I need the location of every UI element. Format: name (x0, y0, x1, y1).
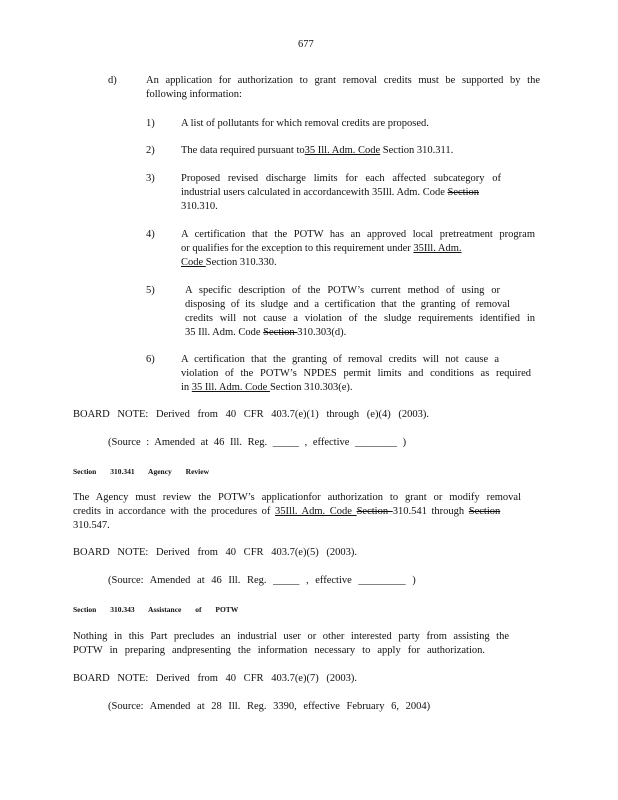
item-4-line1: A certification that the POTW has an approved local pretreatment program (181, 229, 535, 240)
item-5-line2: disposing of its sludge and a certification that the granting of removal (185, 299, 510, 310)
section-310-343-line2: POTW in preparing andpresenting the information necessary to apply for authorization. (73, 645, 485, 656)
item-3-line2-strike: Section (447, 187, 480, 198)
item-d-label: d) (108, 75, 117, 86)
board-note-2: BOARD NOTE: Derived from 40 CFR 403.7(e)(5) (2003). (73, 547, 357, 558)
item-4-line2-underline: 35Ill. Adm. (413, 243, 462, 254)
item-2-text-a: The data required pursuant to (181, 145, 305, 156)
page-number: 677 (298, 39, 314, 50)
item-3-num: 3) (146, 173, 155, 184)
item-5-line4-strike: Section (263, 327, 298, 338)
section-310-341-line2-text: credits in accordance with the procedures of (73, 506, 276, 517)
board-note-3: BOARD NOTE: Derived from 40 CFR 403.7(e)(7) (2003). (73, 673, 357, 684)
section-310-341-line3: 310.547. (73, 520, 110, 531)
item-2-num: 2) (146, 145, 155, 156)
item-6-line3-text: in (181, 382, 192, 393)
item-4-line3-underline: Code (181, 257, 206, 268)
source-2: (Source: Amended at 46 Ill. Reg. _____ , effective _________ ) (108, 575, 416, 586)
item-2-text (181, 144, 453, 157)
item-6-num: 6) (146, 354, 155, 365)
item-5-line1: A specific description of the POTW’s current method of using or (185, 285, 500, 296)
item-4-num: 4) (146, 229, 155, 240)
section-310-343-line1: Nothing in this Part precludes an industrial user or other interested party from assisting the (73, 631, 509, 642)
section-310-341-line2-strike-b: Section (468, 506, 501, 517)
item-5-num: 5) (146, 285, 155, 296)
section-310-341-line2 (73, 505, 500, 518)
item-6-line1: A certification that the granting of removal credits will not cause a (181, 354, 499, 365)
item-4-line2-text: or qualifies for the exception to this requirement under (181, 243, 414, 254)
section-310-343-heading: Section 310.343 Assistance of POTW (73, 605, 239, 614)
board-note-1: BOARD NOTE: Derived from 40 CFR 403.7(e)(1) through (e)(4) (2003). (73, 409, 429, 420)
item-3-line2-text: industrial users calculated in accordancewith 35Ill. Adm. Code (181, 187, 448, 198)
section-310-341-line2-text-b: 310.541 through (392, 506, 469, 517)
item-3-line1: Proposed revised discharge limits for each affected subcategory of (181, 173, 501, 184)
source-3: (Source: Amended at 28 Ill. Reg. 3390, effective February 6, 2004) (108, 701, 431, 712)
item-3-line3: 310.310. (181, 201, 218, 212)
item-3-line2 (181, 186, 479, 199)
item-6-line3-underline: 35 Ill. Adm. Code (191, 382, 270, 393)
item-2-text-b: Section 310.311. (380, 145, 454, 156)
section-310-341-line1: The Agency must review the POTW’s applicationfor authorization to grant or modify removal (73, 492, 521, 503)
item-5-line3: credits will not cause a violation of the sludge requirements identified in (185, 313, 535, 324)
item-6-line3-text-b: Section 310.303(e). (269, 382, 353, 393)
section-310-341-line2-strike: Section (356, 506, 393, 517)
section-310-341-heading: Section 310.341 Agency Review (73, 467, 209, 476)
item-4-line3 (181, 256, 277, 269)
item-4-line2 (181, 242, 462, 255)
source-1: (Source : Amended at 46 Ill. Reg. _____ , effective ________ ) (108, 437, 407, 448)
item-1-text: A list of pollutants for which removal credits are proposed. (181, 118, 429, 129)
item-5-line4-text-b: 310.303(d). (297, 327, 347, 338)
item-6-line3 (181, 381, 353, 394)
item-5-line4-text: 35 Ill. Adm. Code (185, 327, 264, 338)
item-1-num: 1) (146, 118, 155, 129)
section-310-341-line2-underline: 35Ill. Adm. Code (275, 506, 357, 517)
item-6-line2: violation of the POTW’s NPDES permit limits and conditions as required (181, 368, 531, 379)
item-d-line2: following information: (146, 89, 242, 100)
item-5-line4 (185, 326, 346, 339)
item-d-line1: An application for authorization to grant removal credits must be supported by the (146, 75, 540, 86)
item-4-line3-text: Section 310.330. (205, 257, 277, 268)
item-2-underline: 35 Ill. Adm. Code (304, 145, 381, 156)
